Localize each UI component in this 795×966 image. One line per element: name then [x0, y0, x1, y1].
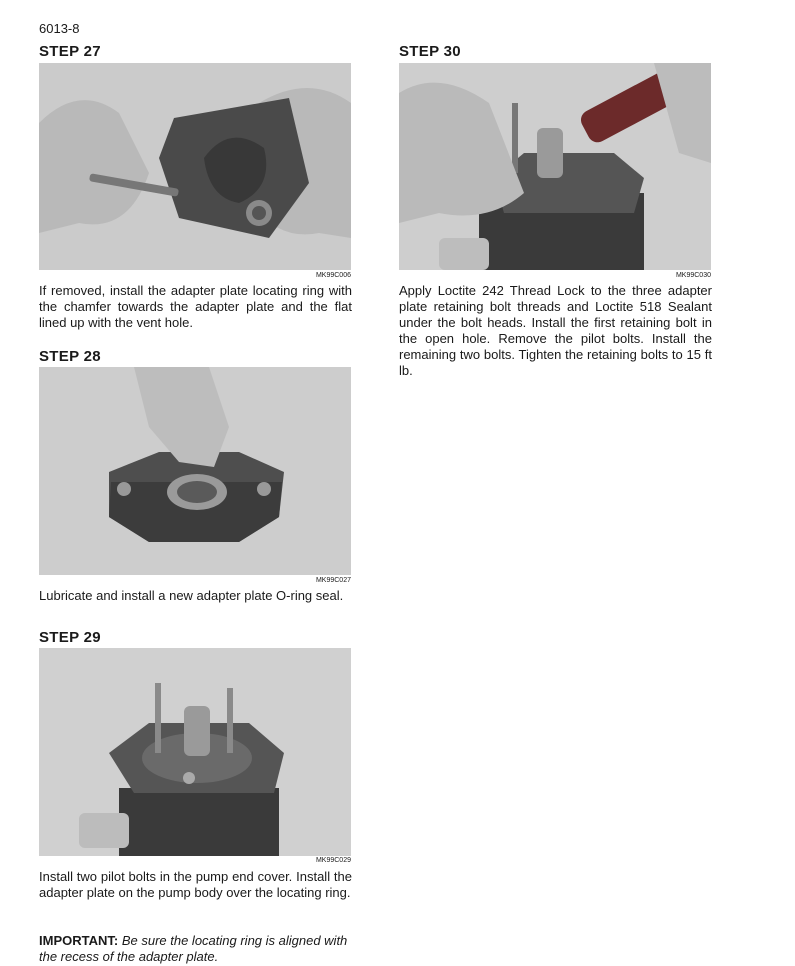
- pump-with-pilot-bolts-image: [39, 648, 351, 856]
- applying-loctite-image: [399, 63, 711, 270]
- step-28-photo-caption: MK99C027: [315, 577, 351, 584]
- step-29-heading: STEP 29: [39, 629, 101, 646]
- step-30-heading: STEP 30: [399, 43, 461, 60]
- step-27-text: If removed, install the adapter plate locating ring with the chamfer towards the adapter plate and the flat lined up with the vent hole.: [39, 283, 352, 330]
- step-30-photo: [399, 63, 711, 270]
- step-28-text: Lubricate and install a new adapter plate O-ring seal.: [39, 588, 344, 603]
- step-27-photo: [39, 63, 351, 270]
- step-29-photo: [39, 648, 351, 856]
- important-text: Be sure the locating ring is aligned with the recess of the adapter plate.: [39, 933, 348, 964]
- step-29-photo-caption: MK99C029: [315, 857, 351, 864]
- important-label: IMPORTANT:: [39, 933, 119, 948]
- page-number: 6013-8: [39, 21, 80, 36]
- step-30-text: Apply Loctite 242 Thread Lock to the three adapter plate retaining bolt threads and Loctite 518 Sealant under the bolt heads. Install the first retaining bolt in the open hole. Remove the pilot bolts. Install the remaining two bolts. Tighten the retaining bolts to 15 ft lb.: [399, 283, 712, 378]
- important-note: [39, 933, 352, 965]
- step-28-heading: STEP 28: [39, 348, 101, 365]
- hands-holding-adapter-plate-image: [39, 63, 351, 270]
- step-30-photo-caption: MK99C030: [675, 272, 711, 279]
- step-28-photo: [39, 367, 351, 575]
- adapter-plate-o-ring-image: [39, 367, 351, 575]
- step-29-text: Install two pilot bolts in the pump end cover. Install the adapter plate on the pump body over the locating ring.: [39, 869, 352, 900]
- step-27-heading: STEP 27: [39, 43, 101, 60]
- step-27-photo-caption: MK99C006: [315, 272, 351, 279]
